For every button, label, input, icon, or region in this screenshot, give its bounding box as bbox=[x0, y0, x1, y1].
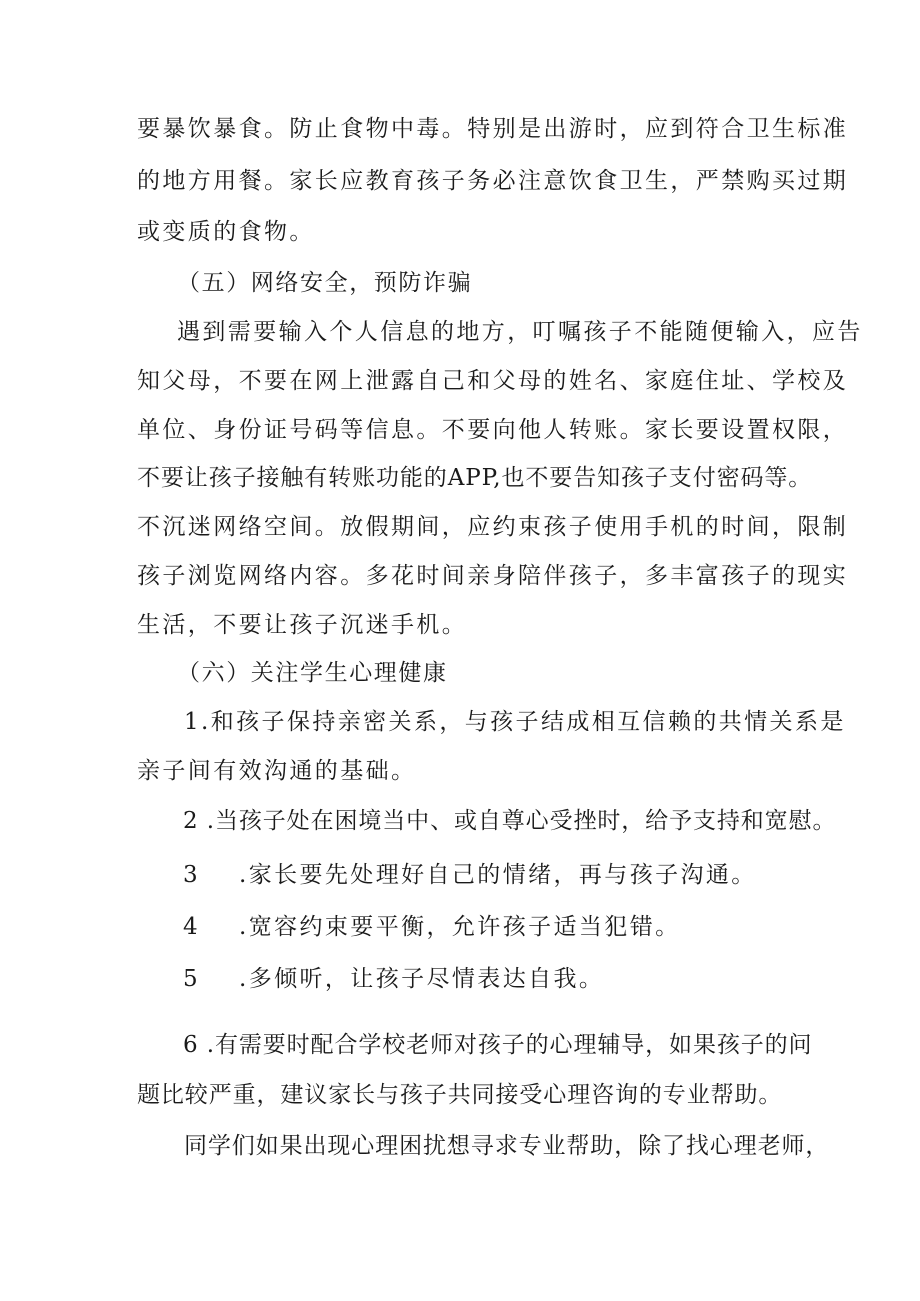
list-item-5 bbox=[183, 964, 604, 994]
paragraph-line: 遇到需要输入个人信息的地方，叮嘱孩子不能随便输入，应告 bbox=[177, 319, 863, 345]
paragraph-line: 生活，不要让孩子沉迷手机。 bbox=[137, 612, 468, 638]
paragraph-line: 的地方用餐。家长应教育孩子务必注意饮食卫生，严禁购买过期 bbox=[137, 168, 849, 194]
list-number: 4 bbox=[183, 914, 201, 940]
list-text: .宽容约束要平衡，允许孩子适当犯错。 bbox=[239, 914, 681, 940]
list-item-6-line: 题比较严重，建议家长与孩子共同接受心理咨询的专业帮助。 bbox=[137, 1082, 783, 1108]
paragraph-line: 不沉迷网络空间。放假期间，应约束孩子使用手机的时间，限制 bbox=[137, 514, 849, 540]
list-number: 5 bbox=[183, 966, 201, 992]
paragraph-line: 或变质的食物。 bbox=[137, 219, 315, 245]
paragraph-line: 同学们如果出现心理困扰想寻求专业帮助，除了找心理老师， bbox=[184, 1133, 830, 1159]
list-item-1-line: 1.和孩子保持亲密关系，与孩子结成相互信赖的共情关系是 bbox=[184, 709, 846, 735]
paragraph-line: 要暴饮暴食。防止食物中毒。特别是出游时，应到符合卫生标准 bbox=[137, 116, 849, 142]
list-text: .多倾听，让孩子尽情表达自我。 bbox=[239, 966, 605, 992]
list-item-6-line: 6 .有需要时配合学校老师对孩子的心理辅导，如果孩子的问 bbox=[183, 1032, 813, 1058]
list-item-4 bbox=[183, 912, 681, 942]
list-number: 3 bbox=[183, 862, 201, 888]
list-item-2 bbox=[183, 806, 836, 836]
paragraph-line: 不要让孩子接触有转账功能的APP,也不要告知孩子支付密码等。 bbox=[137, 465, 813, 491]
paragraph-line: 孩子浏览网络内容。多花时间亲身陪伴孩子，多丰富孩子的现实 bbox=[137, 563, 849, 589]
list-item-3 bbox=[183, 860, 757, 890]
section-heading-network: （五）网络安全，预防诈骗 bbox=[177, 270, 473, 296]
list-number: 2 bbox=[183, 808, 199, 834]
paragraph-line: 知父母，不要在网上泄露自己和父母的姓名、家庭住址、学校及 bbox=[137, 368, 849, 394]
section-heading-mental: （六）关注学生心理健康 bbox=[177, 660, 448, 686]
list-text: .当孩子处在困境当中、或自尊心受挫时，给予支持和宽慰。 bbox=[206, 808, 837, 834]
paragraph-line: 单位、身份证号码等信息。不要向他人转账。家长要设置权限， bbox=[137, 417, 849, 443]
list-item-1-line: 亲子间有效沟通的基础。 bbox=[137, 758, 417, 784]
list-text: .家长要先处理好自己的情绪，再与孩子沟通。 bbox=[239, 862, 757, 888]
